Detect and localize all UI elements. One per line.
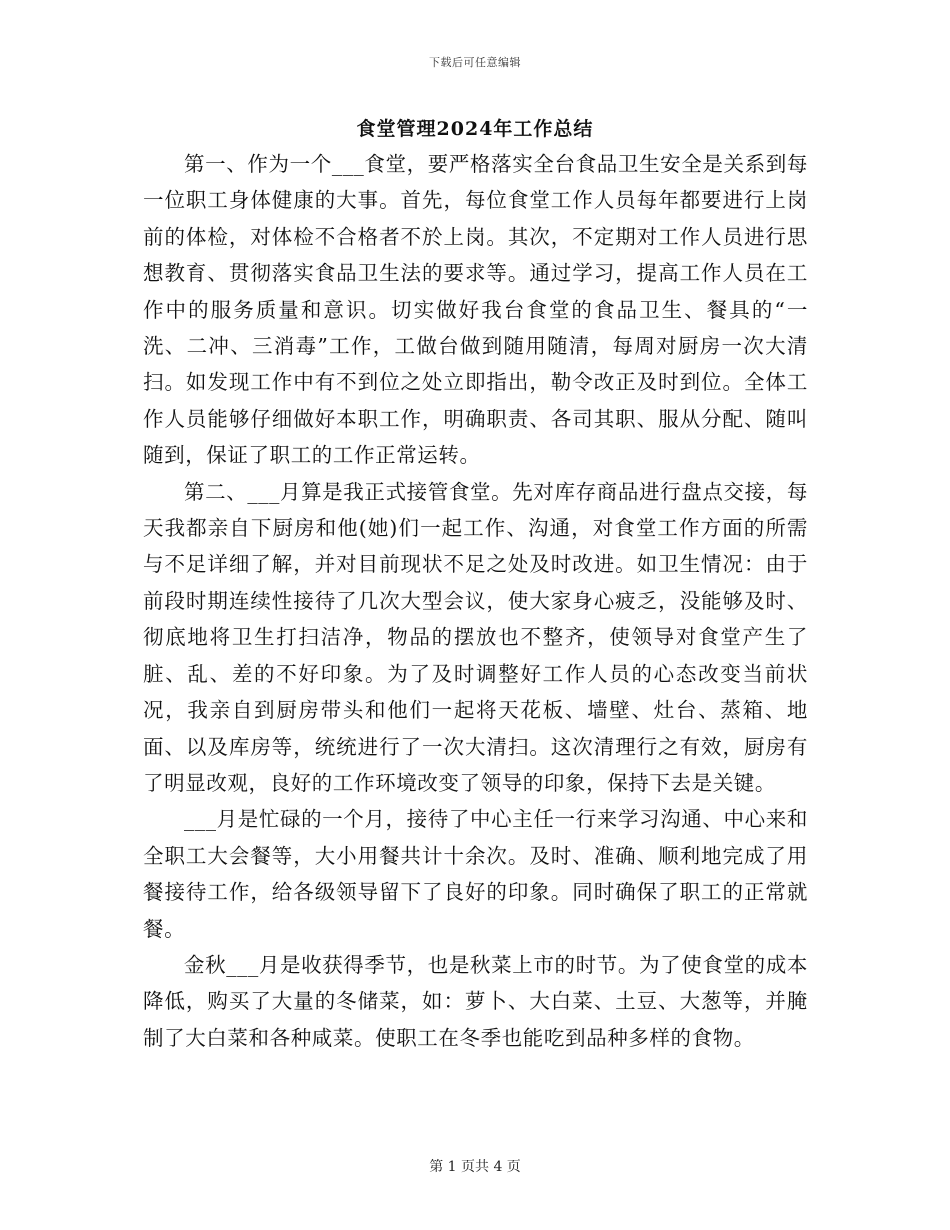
document-body	[143, 146, 808, 1056]
paragraph-4: 金秋___月是收获得季节，也是秋菜上市的时节。为了使食堂的成本降低，购买了大量的冬储菜，如：萝卜、大白菜、土豆、大葱等，并腌制了大白菜和各种咸菜。使职工在冬季也能吃到品种多样的食物。	[143, 952, 808, 1050]
paragraph-3: ___月是忙碌的一个月，接待了中心主任一行来学习沟通、中心来和全职工大会餐等，大小用餐共计十余次。及时、准确、顺利地完成了用餐接待工作，给各级领导留下了良好的印象。同时确保了职工的正常就餐。	[143, 807, 808, 941]
page-number: 第 1 页共 4 页	[429, 1159, 521, 1175]
paragraph-2: 第二、___月算是我正式接管食堂。先对库存商品进行盘点交接，每天我都亲自下厨房和他(她)们一起工作、沟通，对食堂工作方面的所需与不足详细了解，并对目前现状不足之处及时改进。如卫生情况：由于前段时期连续性接待了几次大型会议，使大家身心疲乏，没能够及时、彻底地将卫生打扫洁净，物品的摆放也不整齐，使领导对食堂产生了脏、乱、差的不好印象。为了及时调整好工作人员的心态改变当前状况，我亲自到厨房带头和他们一起将天花板、墙壁、灶台、蒸箱、地面、以及库房等，统统进行了一次大清扫。这次清理行之有效，厨房有了明显改观，良好的工作环境改变了领导的印象，保持下去是关键。	[143, 479, 808, 795]
document-title: 食堂管理2024年工作总结	[356, 118, 594, 140]
header-note: 下载后可任意编辑	[429, 56, 521, 69]
paragraph-1: 第一、作为一个___食堂，要严格落实全台食品卫生安全是关系到每一位职工身体健康的大事。首先，每位食堂工作人员每年都要进行上岗前的体检，对体检不合格者不於上岗。其次，不定期对工作人员进行思想教育、贯彻落实食品卫生法的要求等。通过学习，提高工作人员在工作中的服务质量和意识。切实做好我台食堂的食品卫生、餐具的“一洗、二冲、三消毒”工作，工做台做到随用随清，每周对厨房一次大清扫。如发现工作中有不到位之处立即指出，勒令改正及时到位。全体工作人员能够仔细做好本职工作，明确职责、各司其职、服从分配、随叫随到，保证了职工的工作正常运转。	[143, 152, 808, 468]
